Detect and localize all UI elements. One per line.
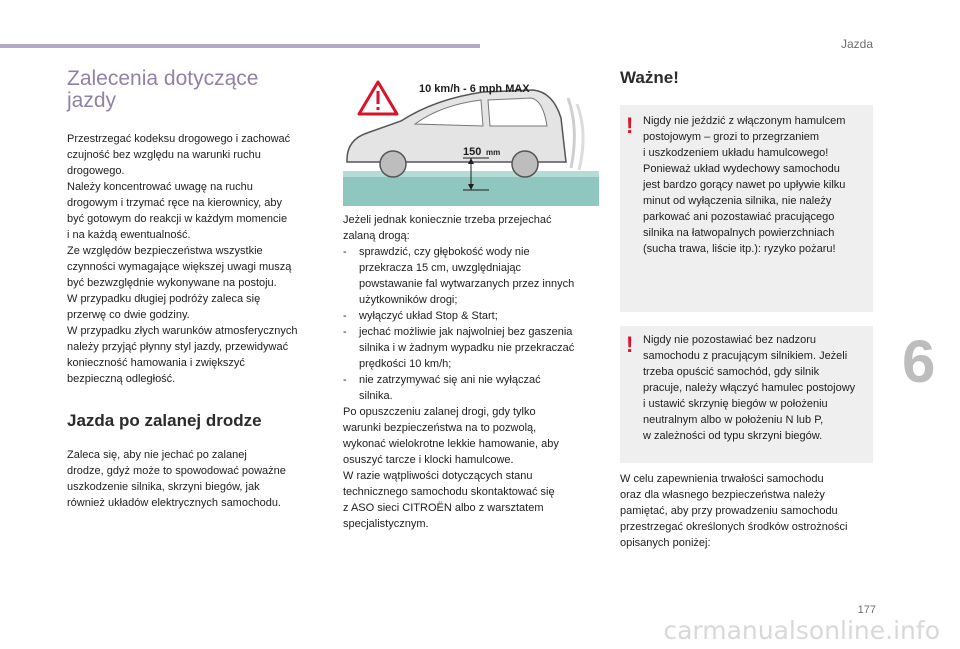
page-title (67, 68, 332, 112)
text-line: Ze względów bezpieczeństwa wszystkie (67, 245, 263, 257)
text-line: W celu zapewnienia trwałości samochodu (620, 473, 824, 485)
column-recommendations (67, 68, 332, 511)
section-label: Jazda (840, 37, 873, 51)
car-in-water-drawing (343, 78, 599, 206)
warning-text: Nigdy nie jeździć z włączonym hamulcem postojowym – grozi to przegrzaniem i uszkodzeniem układu hamulcowego! Ponieważ układ wydechowy samochodu jest bardzo gorący nawet po upływie kilku minut od wyłączenia silnika, nie należy parkować ani pozostawiać pracującego silnika na łatwopalnych powierzchniach (sucha trawa, liście itp.): ryzyko pożaru! (643, 115, 846, 255)
text-line: również układów elektrycznych samochodu. (67, 497, 281, 509)
text-line: bezpieczną odległość. (67, 373, 176, 385)
text-line: drogowego. (67, 165, 125, 177)
text-line: zalaną drogą: (343, 230, 410, 242)
text-line: osuszyć tarcze i klocki hamulcowe. (343, 454, 514, 466)
column-flooded-road-instructions (343, 212, 605, 532)
header-accent-bar (0, 44, 480, 48)
depth-value: 150 (463, 146, 482, 158)
warning-box-unattended-engine (620, 326, 873, 463)
text-line: W razie wątpliwości dotyczących stanu (343, 470, 533, 482)
page-number: 177 (857, 604, 876, 616)
text-line: Należy koncentrować uwagę na ruchu (67, 181, 253, 193)
text-line: W przypadku złych warunków atmosferycznych (67, 325, 298, 337)
text-line: uszkodzenie silnika, skrzyni biegów, jak (67, 481, 260, 493)
text-line: przerwę co dwie godziny. (67, 309, 190, 321)
warning-box-parking-brake (620, 105, 873, 312)
text-line: opisanych poniżej: (620, 537, 711, 549)
text-line: specjalistycznym. (343, 518, 429, 530)
text-line: być bezwzględnie wykonywane na postoju. (67, 277, 277, 289)
warning-text: Nigdy nie pozostawiać bez nadzoru samochodu z pracującym silnikiem. Jeżeli trzeba opuścić samochód, gdy silnik pracuje, należy włączyć hamulec postojowy i ustawić skrzynię biegów w położeniu neutralnym albo w położeniu N lub P, w zależności od typu skrzyni biegów. (643, 334, 856, 442)
column-important (620, 68, 875, 88)
text-line: warunki bezpieczeństwa na to pozwolą, (343, 422, 537, 434)
flooded-road-paragraph (67, 447, 332, 511)
title-line-1: Zalecenia dotyczące (67, 67, 259, 90)
watermark: carmanualsonline.info (663, 616, 940, 645)
text-line: być gotowym do reakcji w każdym momencie (67, 213, 288, 225)
text-line: przestrzegać określonych środków ostrożności (620, 521, 848, 533)
text-line: wykonać wielokrotne lekkie hamowanie, aby (343, 438, 559, 450)
text-line: czujność bez względu na warunki ruchu (67, 149, 261, 161)
text-line: należy przyjąć płynny styl jazdy, przewidywać (67, 341, 289, 353)
exclamation-icon: ! (626, 332, 634, 357)
chapter-tab (894, 312, 960, 455)
text-line: konieczność hamowania i zwiększyć (67, 357, 245, 369)
list-item: - jechać możliwie jak najwolniej bez gaszenia silnika i w żadnym wypadku nie przekraczać prędkości 10 km/h; (343, 326, 575, 370)
text-line: oraz dla własnego bezpieczeństwa należy (620, 489, 825, 501)
text-line: Jeżeli jednak koniecznie trzeba przejechać (343, 214, 552, 226)
depth-unit: mm (486, 148, 501, 157)
text-line: z ASO sieci CITROËN albo z warsztatem (343, 502, 544, 514)
text-line: Przestrzegać kodeksu drogowego i zachować (67, 133, 291, 145)
exclamation-icon: ! (626, 113, 634, 138)
text-line: drogowym i trzymać ręce na kierownicy, aby (67, 197, 282, 209)
text-line: drodze, gdyż może to spowodować poważne (67, 465, 286, 477)
chapter-number: 6 (902, 328, 936, 395)
list-item: - wyłączyć układ Stop & Start; (343, 310, 498, 322)
text-line: i na każdą ewentualność. (67, 229, 191, 241)
text-line: pamiętać, aby przy prowadzeniu samochodu (620, 505, 838, 517)
text-line: czynności wymagające większej uwagi muszą (67, 261, 292, 273)
text-line: W przypadku długiej podróży zaleca się (67, 293, 261, 305)
list-item: - nie zatrzymywać się ani nie wyłączać silnika. (343, 374, 541, 402)
text-line: Zaleca się, aby nie jechać po zalanej (67, 449, 247, 461)
text-line: technicznego samochodu skontaktować się (343, 486, 555, 498)
durability-paragraph (620, 471, 875, 551)
speed-limit-label: 10 km/h - 6 mph MAX (419, 83, 530, 95)
warning-triangle-icon (359, 82, 397, 114)
instruction-list (343, 244, 605, 404)
important-title: Ważne! (620, 68, 679, 87)
flooded-road-illustration (343, 78, 599, 206)
text-line: Po opuszczeniu zalanej drogi, gdy tylko (343, 406, 536, 418)
recommendations-paragraph (67, 131, 332, 387)
list-item: - sprawdzić, czy głębokość wody nie przekracza 15 cm, uwzględniając powstawanie fal wytwarzanych przez innych użytkowników drogi; (343, 246, 575, 306)
title-line-2: jazdy (67, 89, 117, 112)
section-title-flooded-road: Jazda po zalanej drodze (67, 411, 262, 430)
